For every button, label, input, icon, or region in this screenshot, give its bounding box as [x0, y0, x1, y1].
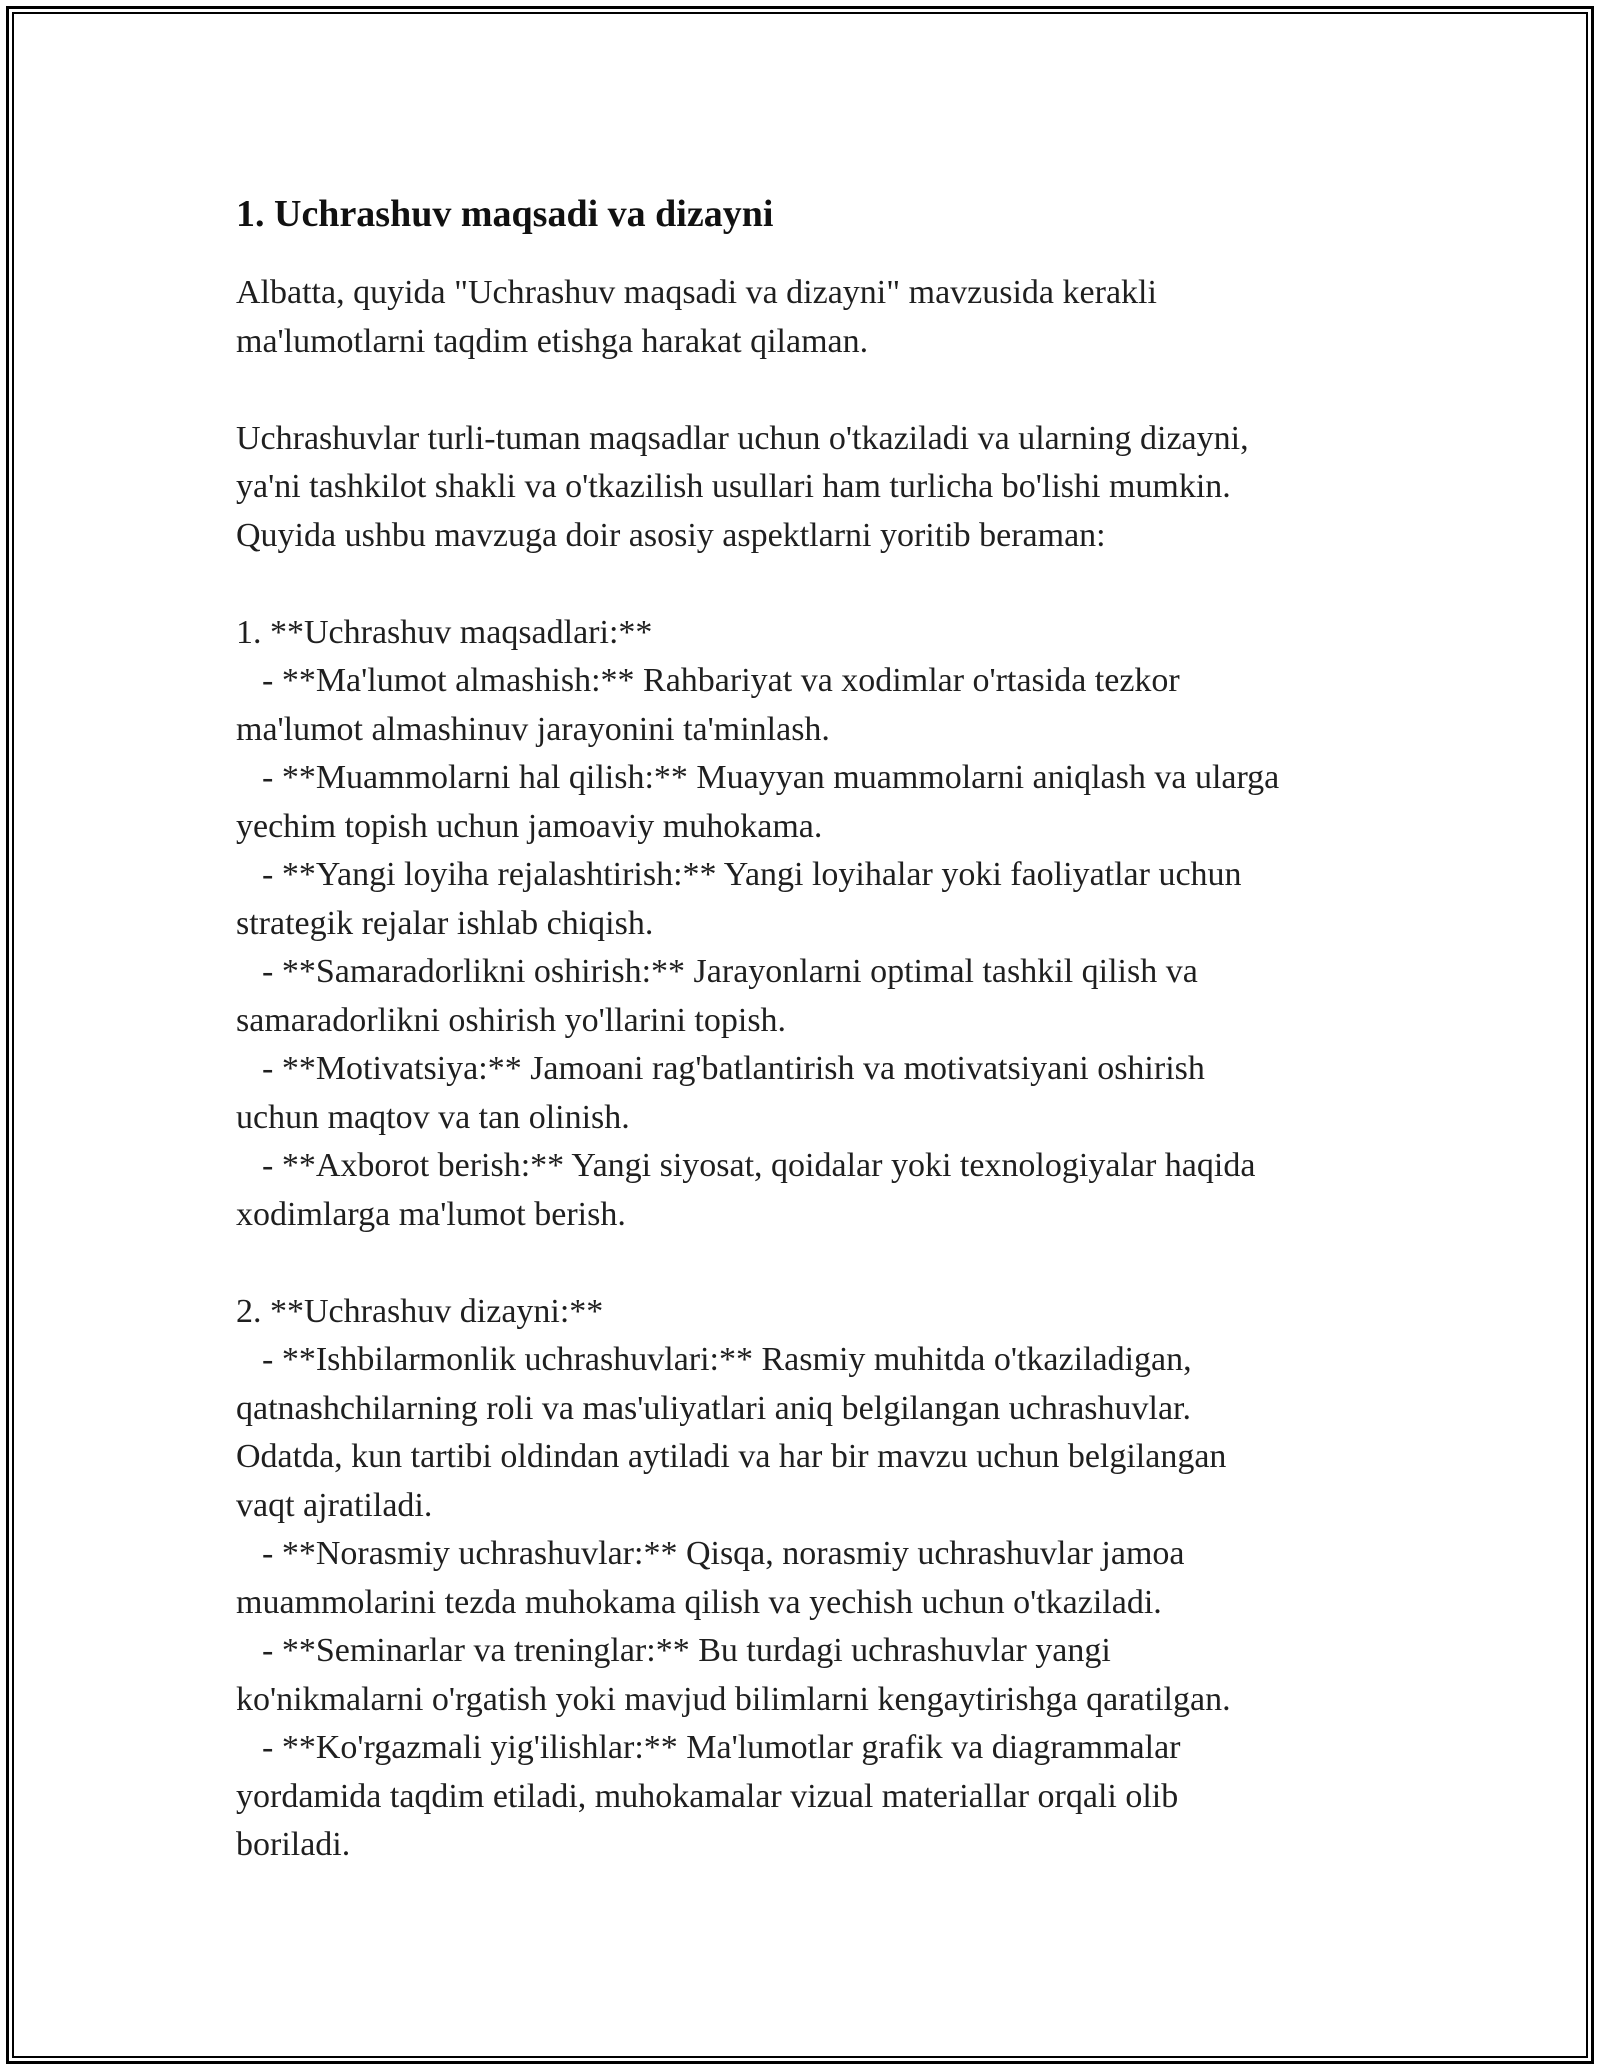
list-item	[236, 948, 1396, 1045]
list-item-line: ko'nikmalarni o'rgatish yoki mavjud bilimlarni kengaytirishga qaratilgan.	[236, 1680, 1231, 1718]
blank-line	[236, 560, 1396, 609]
list-item-line: samaradorlikni oshirish yo'llarini topish.	[236, 1001, 787, 1039]
section-design	[236, 1288, 1396, 1870]
list-item	[236, 1142, 1396, 1239]
list-item-line: - **Ishbilarmonlik uchrashuvlari:** Rasmiy muhitda o'tkaziladigan,	[262, 1341, 1192, 1378]
list-item	[236, 1627, 1396, 1724]
list-item-line: muammolarini tezda muhokama qilish va yechish uchun o'tkaziladi.	[236, 1583, 1162, 1621]
list-item	[236, 1530, 1396, 1627]
section-heading: 1. **Uchrashuv maqsadlari:**	[236, 613, 653, 651]
list-item-line: - **Motivatsiya:** Jamoani rag'batlantirish va motivatsiyani oshirish	[262, 1050, 1205, 1087]
list-item-line: - **Yangi loyiha rejalashtirish:** Yangi loyihalar yoki faoliyatlar uchun	[262, 856, 1242, 893]
list-item-line: yechim topish uchun jamoaviy muhokama.	[236, 807, 823, 845]
list-item-line: yordamida taqdim etiladi, muhokamalar vizual materiallar orqali olib	[236, 1777, 1179, 1815]
list-item-line: boriladi.	[236, 1826, 351, 1863]
overview-paragraph	[236, 415, 1396, 561]
list-item-line: vaqt ajratiladi.	[236, 1486, 433, 1524]
list-item-line: ma'lumot almashinuv jarayonini ta'minlash.	[236, 710, 830, 748]
intro-line: Albatta, quyida "Uchrashuv maqsadi va dizayni" mavzusida kerakli	[236, 274, 1157, 311]
list-item-line: qatnashchilarning roli va mas'uliyatlari aniq belgilangan uchrashuvlar.	[236, 1389, 1192, 1427]
blank-line	[236, 1239, 1396, 1288]
list-item	[236, 851, 1396, 948]
list-item	[236, 1336, 1396, 1530]
list-item-line: - **Ma'lumot almashish:** Rahbariyat va xodimlar o'rtasida tezkor	[262, 662, 1180, 699]
document-title: 1. Uchrashuv maqsadi va dizayni	[236, 193, 774, 235]
document-body	[236, 186, 1396, 1870]
list-item-line: uchun maqtov va tan olinish.	[236, 1098, 630, 1136]
blank-line	[236, 366, 1396, 415]
intro-paragraph	[236, 269, 1396, 366]
list-item-line: - **Axborot berish:** Yangi siyosat, qoidalar yoki texnologiyalar haqida	[262, 1147, 1256, 1184]
list-item	[236, 657, 1396, 754]
list-item-line: strategik rejalar ishlab chiqish.	[236, 904, 654, 942]
section-heading: 2. **Uchrashuv dizayni:**	[236, 1292, 604, 1330]
list-item	[236, 1724, 1396, 1870]
list-item-line: - **Muammolarni hal qilish:** Muayyan muammolarni aniqlash va ularga	[262, 759, 1280, 796]
overview-line: Quyida ushbu mavzuga doir asosiy aspektlarni yoritib beraman:	[236, 516, 1106, 554]
overview-line: ya'ni tashkilot shakli va o'tkazilish usullari ham turlicha bo'lishi mumkin.	[236, 468, 1231, 505]
intro-line: ma'lumotlarni taqdim etishga harakat qilaman.	[236, 322, 869, 360]
list-item-line: xodimlarga ma'lumot berish.	[236, 1195, 626, 1233]
list-item	[236, 754, 1396, 851]
list-item-line: - **Samaradorlikni oshirish:** Jarayonlarni optimal tashkil qilish va	[262, 953, 1198, 990]
list-item-line: Odatda, kun tartibi oldindan aytiladi va har bir mavzu uchun belgilangan	[236, 1438, 1227, 1475]
list-item-line: - **Seminarlar va treninglar:** Bu turdagi uchrashuvlar yangi	[262, 1632, 1111, 1669]
overview-line: Uchrashuvlar turli-tuman maqsadlar uchun o'tkaziladi va ularning dizayni,	[236, 419, 1249, 457]
list-item	[236, 1045, 1396, 1142]
section-purposes	[236, 609, 1396, 1240]
list-item-line: - **Ko'rgazmali yig'ilishlar:** Ma'lumotlar grafik va diagrammalar	[262, 1729, 1181, 1766]
list-item-line: - **Norasmiy uchrashuvlar:** Qisqa, norasmiy uchrashuvlar jamoa	[262, 1535, 1185, 1572]
